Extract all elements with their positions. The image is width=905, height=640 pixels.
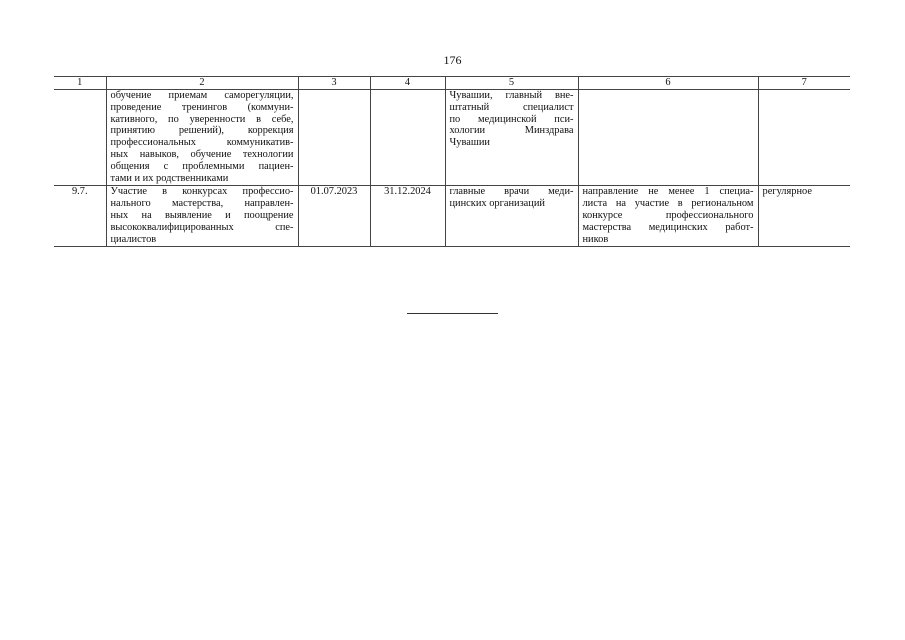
text-line: ников [582,233,609,245]
end-date-cell [370,90,445,186]
plan-table [54,76,850,247]
text-line: по медицинской пси- [449,113,574,125]
table-row-continued [54,90,850,186]
start-date-cell [298,90,370,186]
header-col-2: 2 [106,77,298,90]
responsible-cell [445,186,578,247]
text-line: общения с проблемными пациен- [110,160,294,172]
end-date-cell: 31.12.2024 [370,186,445,247]
text-line: нального мастерства, направлен- [110,198,294,210]
text-line: цинских организаций [449,198,545,210]
activity-description-cell [106,186,298,247]
table-row-9-7 [54,186,850,247]
header-col-7: 7 [758,77,850,90]
text-line: принятию решений), коррекция [110,125,294,137]
header-col-3: 3 [298,77,370,90]
start-date-cell: 01.07.2023 [298,186,370,247]
header-col-1: 1 [54,77,106,90]
text-line: профессиональных коммуникатив- [110,137,294,149]
table-header-row [54,77,850,90]
text-line: ных навыков, обучение технологии [110,148,294,160]
text-line: высококвалифицированных спе- [110,221,294,233]
activity-description-cell [106,90,298,186]
text-line: хологии Минздрава [449,125,574,137]
text-line: штатный специалист [449,101,574,113]
text-line: тами и их родственниками [110,172,229,184]
periodicity-cell: регулярное [758,186,850,247]
row-number-cell [54,90,106,186]
text-line: направление не менее 1 специа- [582,186,754,198]
text-line: Чувашии [449,137,490,149]
expected-result-cell [578,90,758,186]
text-line: ных на выявление и поощрение [110,209,294,221]
row-number-cell: 9.7. [54,186,106,247]
text-line: Чувашии, главный вне- [449,90,574,101]
text-line: главные врачи меди- [449,186,574,198]
text-line: кативного, по уверенности в себе, [110,113,294,125]
text-line: Участие в конкурсах профессио- [110,186,294,198]
header-col-5: 5 [445,77,578,90]
text-line: циалистов [110,233,157,245]
header-col-4: 4 [370,77,445,90]
text-line: конкурсе профессионального [582,209,754,221]
expected-result-cell [578,186,758,247]
periodicity-cell [758,90,850,186]
text-line: листа на участие в региональном [582,198,754,210]
text-line: проведение тренингов (коммуни- [110,101,294,113]
responsible-cell [445,90,578,186]
text-line: обучение приемам саморегуляции, [110,90,294,101]
page-number: 176 [443,53,462,67]
text-line: мастерства медицинских работ- [582,221,754,233]
footer-separator-line [407,313,498,314]
header-col-6: 6 [578,77,758,90]
